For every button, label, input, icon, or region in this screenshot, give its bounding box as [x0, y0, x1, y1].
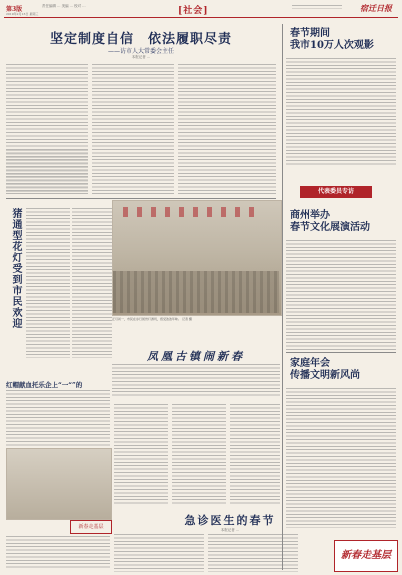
paper-name: 宿迁日报 — [360, 3, 392, 13]
center-banner-title: 凤凰古镇闹新春 — [147, 350, 245, 363]
lead-byline: 本报记者 ... — [131, 55, 151, 59]
left-bottom-photo — [6, 448, 112, 520]
photo-lanterns — [123, 207, 263, 217]
bottom-body-col1 — [114, 534, 204, 572]
center-bottom-body-col2 — [172, 404, 226, 504]
bottom-byline: 本报记者 ... — [220, 528, 240, 532]
right-body3 — [286, 388, 396, 528]
left-bottom-stamp — [70, 520, 112, 534]
lead-body-col4 — [6, 150, 88, 194]
masthead-rule — [4, 17, 398, 18]
left-bottom-headline: 红帽献血托乐企上“一“”的 — [6, 381, 83, 389]
right-body1 — [286, 58, 396, 166]
right-column-rule — [282, 24, 283, 570]
right-badge-label: 代表委员专访 — [317, 188, 354, 195]
center-banner-body — [112, 364, 280, 398]
right-divider — [286, 352, 396, 353]
right-headline2: 商州举办 春节文化展演活动 — [290, 210, 370, 233]
masthead-meta-right: 责任编辑 ... 美编 ... 校对 ... — [42, 4, 86, 8]
bottom-body-col2 — [208, 534, 298, 572]
side-body-col2 — [72, 208, 112, 358]
masthead-meta: 2019年2月13日 星期三 — [6, 12, 39, 16]
center-photo — [112, 200, 282, 316]
lead-headline: 坚定制度自信 依法履职尽责 — [49, 32, 232, 47]
left-bottom-body2 — [6, 536, 110, 570]
left-bottom-stamp-label: 新春走基层 — [78, 524, 104, 530]
side-vertical-title: 猪通型花灯受到市民欢迎 — [10, 208, 21, 329]
bottom-right-stamp — [334, 540, 398, 572]
right-headline3: 家庭年会 传播文明新风尚 — [290, 358, 360, 381]
lead-body-col3 — [178, 64, 276, 194]
center-bottom-body-col3 — [230, 404, 280, 504]
lead-subhead: ——访市人大常委会主任 — [107, 48, 174, 55]
left-bottom-body — [6, 390, 110, 446]
center-bottom-body-col1 — [114, 404, 168, 504]
side-body-col1 — [26, 208, 70, 358]
lead-body-col2 — [92, 64, 174, 194]
right-body2 — [286, 240, 396, 350]
center-photo-caption: 正月初一，市民在步行街赏灯游玩，感受浓浓年味。 记者 摄 — [112, 317, 192, 321]
masthead — [0, 0, 402, 18]
bottom-right-stamp-label: 新春走基层 — [341, 550, 391, 561]
section-label: [社会] — [178, 6, 209, 16]
lead-divider — [6, 198, 276, 199]
right-badge — [300, 186, 372, 198]
photo-crowd — [113, 271, 279, 313]
page-number: 第3版 — [6, 6, 23, 13]
masthead-right-meta — [292, 5, 342, 9]
right-headline1: 春节期间 我市10万人次观影 — [290, 28, 374, 51]
bottom-headline: 急诊医生的春节 — [184, 514, 276, 527]
